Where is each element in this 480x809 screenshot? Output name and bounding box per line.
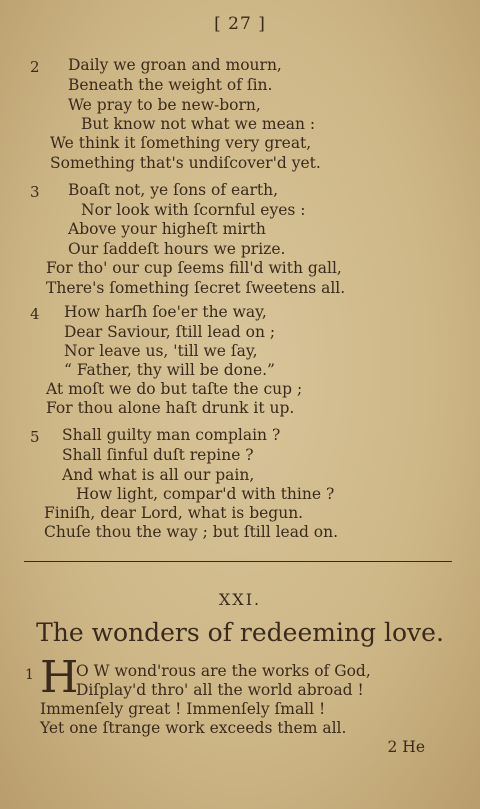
verse-line: For tho' our cup ſeems fill'd with gall, <box>46 259 342 277</box>
verse-line: O W wond'rous are the works of God, <box>76 662 371 680</box>
verse-line: Shall guilty man complain ? <box>62 426 281 444</box>
verse-line: Above your higheſt mirth <box>68 220 266 238</box>
verse-line: Something that's undiſcover'd yet. <box>50 154 321 172</box>
verse-line: But know not what we mean : <box>81 115 316 133</box>
verse-line: Nor look with ſcornful eyes : <box>81 201 306 219</box>
catchword: 2 He <box>387 738 425 756</box>
drop-cap: H <box>40 652 79 703</box>
verse-line: How harſh ſoe'er the way, <box>64 303 267 321</box>
stanza-number: 5 <box>30 428 40 446</box>
verse-line: Immenſely great ! Immenſely ſmall ! <box>40 700 326 718</box>
verse-line: We think it ſomething very great, <box>50 134 312 152</box>
stanza-number: 1 <box>25 667 34 683</box>
verse-line: For thou alone haſt drunk it up. <box>46 399 295 417</box>
stanza-number: 2 <box>30 58 40 76</box>
stanza-number: 4 <box>30 305 40 323</box>
verse-line: At moſt we do but taſte the cup ; <box>46 380 303 398</box>
verse-line: Beneath the weight of ſin. <box>68 76 273 94</box>
verse-line: Our ſaddeſt hours we prize. <box>68 240 286 258</box>
section-divider <box>24 561 452 562</box>
verse-line: Nor leave us, 'till we ſay, <box>64 342 258 360</box>
verse-line: Chuſe thou the way ; but ſtill lead on. <box>44 523 339 541</box>
verse-line: Finiſh, dear Lord, what is begun. <box>44 504 304 522</box>
hymn-roman-numeral: XXI. <box>218 590 262 609</box>
verse-line: How light, compar'd with thine ? <box>76 485 335 503</box>
verse-line: Boaſt not, ye ſons of earth, <box>68 181 278 199</box>
verse-line: Shall ſinful duſt repine ? <box>62 446 254 464</box>
verse-line: “ Father, thy will be done.” <box>64 361 275 379</box>
verse-line: Daily we groan and mourn, <box>68 56 282 74</box>
verse-line: We pray to be new-born, <box>68 96 261 114</box>
verse-line: Diſplay'd thro' all the world abroad ! <box>76 681 364 699</box>
hymn-title: The wonders of redeeming love. <box>36 618 444 647</box>
stanza-number: 3 <box>30 183 40 201</box>
verse-line: Dear Saviour, ſtill lead on ; <box>64 323 276 341</box>
verse-line: Yet one ſtrange work exceeds them all. <box>40 719 347 737</box>
page-number: [ 27 ] <box>214 14 266 34</box>
verse-line: And what is all our pain, <box>62 466 255 484</box>
verse-line: There's ſomething ſecret ſweetens all. <box>46 279 346 297</box>
